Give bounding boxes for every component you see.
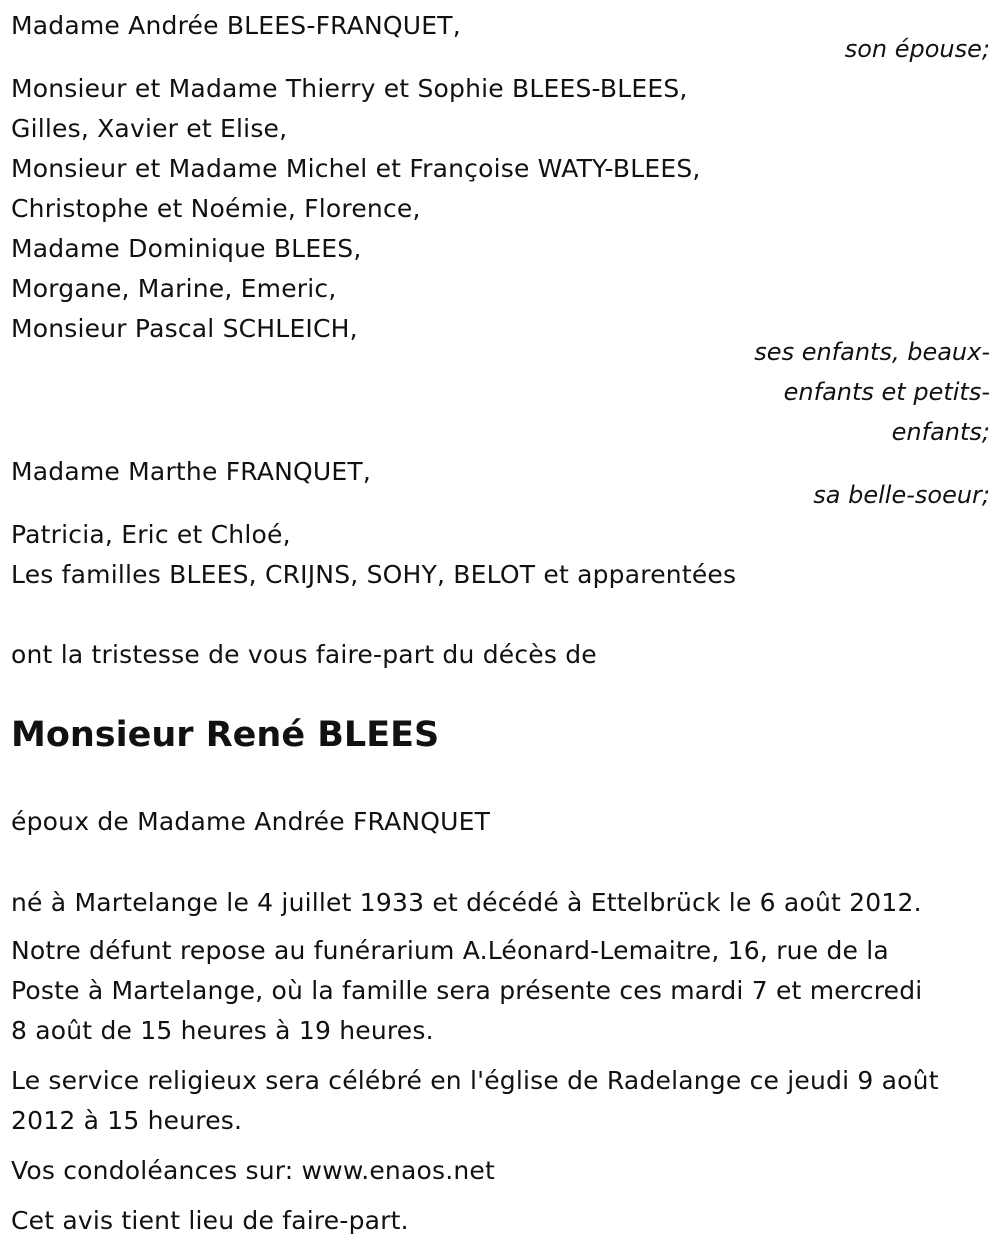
family-line: Christophe et Noémie, Florence, [11,194,421,223]
family-line: Les familles BLEES, CRIJNS, SOHY, BELOT et apparentées [11,560,737,589]
relation-label: enfants et petits- [783,378,990,406]
spouse-line: époux de Madame Andrée FRANQUET [11,807,491,836]
relation-label: ses enfants, beaux- [754,338,990,366]
funerarium-line: 8 août de 15 heures à 19 heures. [11,1016,434,1045]
condolences-line: Vos condoléances sur: www.enaos.net [11,1156,495,1185]
family-line: Monsieur Pascal SCHLEICH, [11,314,358,343]
family-line: Monsieur et Madame Michel et Françoise WATY-BLEES, [11,154,701,183]
relation-label: sa belle-soeur; [813,481,990,509]
service-line: Le service religieux sera célébré en l'église de Radelange ce jeudi 9 août [11,1066,939,1095]
birth-death-line: né à Martelange le 4 juillet 1933 et décédé à Ettelbrück le 6 août 2012. [11,888,922,917]
family-line: Madame Andrée BLEES-FRANQUET, [11,11,461,40]
relation-label: enfants; [891,418,990,446]
family-line: Morgane, Marine, Emeric, [11,274,337,303]
service-line: 2012 à 15 heures. [11,1106,243,1135]
funerarium-line: Poste à Martelange, où la famille sera présente ces mardi 7 et mercredi [11,976,923,1005]
relation-label: son épouse; [844,35,990,63]
announcement-text: ont la tristesse de vous faire-part du décès de [11,640,597,669]
family-line: Monsieur et Madame Thierry et Sophie BLEES-BLEES, [11,74,688,103]
family-line: Madame Marthe FRANQUET, [11,457,372,486]
funerarium-line: Notre défunt repose au funérarium A.Léonard-Lemaitre, 16, rue de la [11,936,889,965]
family-line: Patricia, Eric et Chloé, [11,520,291,549]
family-line: Gilles, Xavier et Elise, [11,114,288,143]
deceased-name: Monsieur René BLEES [11,715,440,755]
family-line: Madame Dominique BLEES, [11,234,362,263]
closing-line: Cet avis tient lieu de faire-part. [11,1206,409,1235]
